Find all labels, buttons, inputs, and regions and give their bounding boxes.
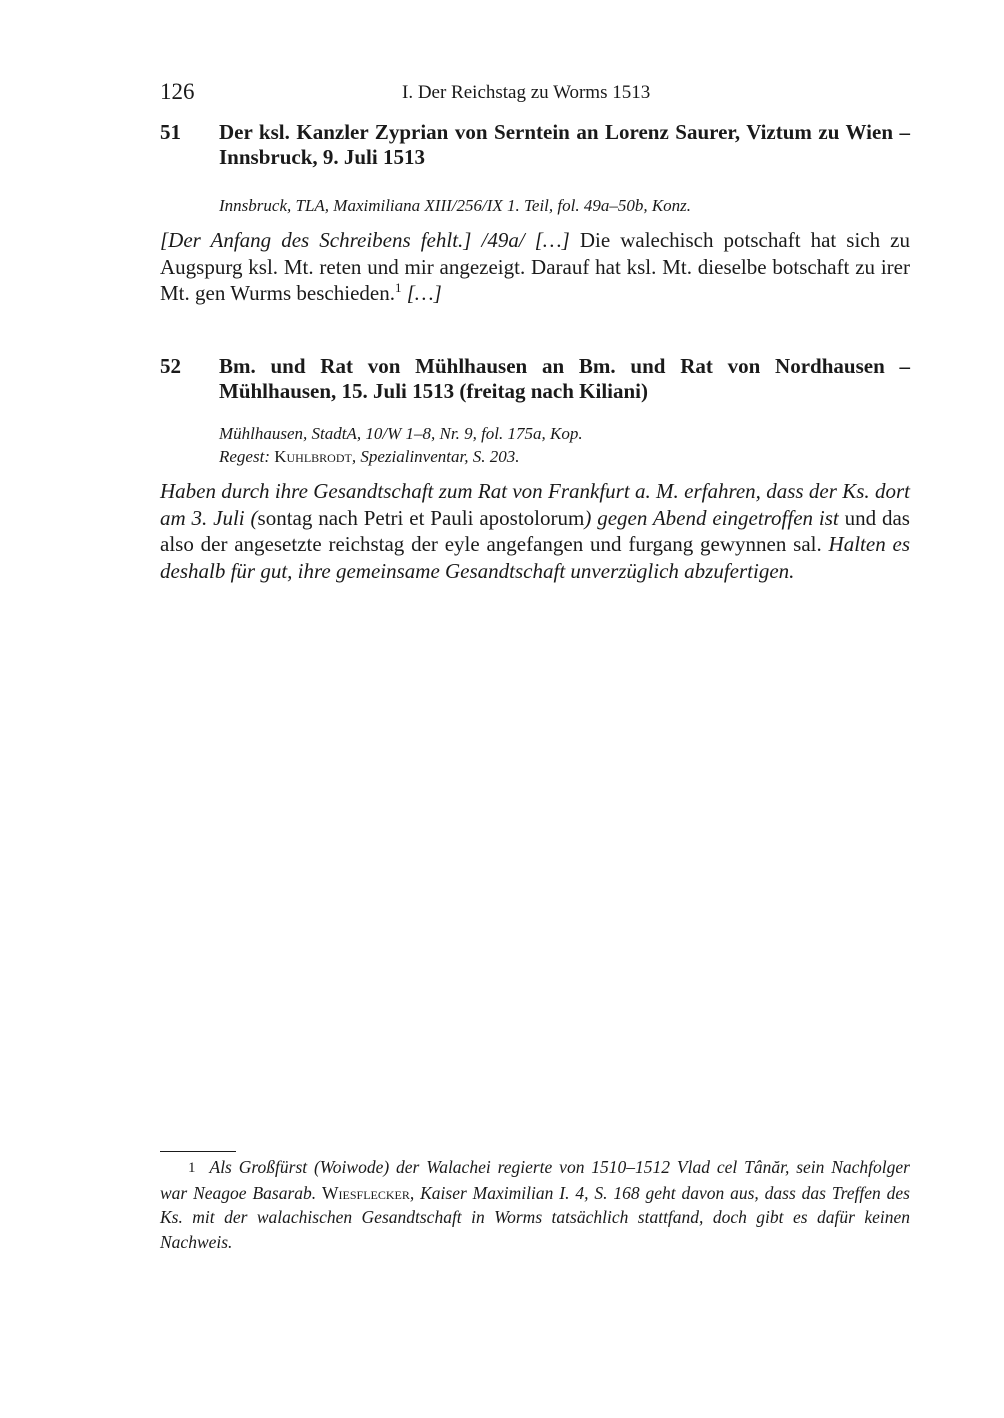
summary-text: Haben durch ihre Gesandtschaft zum Rat von Frankfurt a. M. erfahren, dass der Ks. dort am 3. Juli ( [160,479,910,530]
document-body [160,227,910,307]
summary-text: Halten es deshalb für gut, ihre gemeinsame Gesandtschaft unverzüglich abzufertigen. [160,532,910,583]
footnote-text: , Kaiser Maximilian I. 4, S. 168 geht davon aus, dass das Treffen des Ks. mit der walachischen Gesandtschaft in Worms tatsächlich stattfand, doch gibt es dafür keinen Nachweis. [160,1182,910,1252]
source-reference: Mühlhausen, StadtA, 10/W 1–8, Nr. 9, fol. 175a, Kop. [219,424,583,443]
regest-reference [219,445,910,468]
document-number: 52 [160,354,181,378]
footnote-number: 1 [188,1160,196,1176]
document-heading [160,120,910,170]
source-block [219,422,910,468]
document-title: Der ksl. Kanzler Zyprian von Serntein an Lorenz Saurer, Viztum zu Wien – Innsbruck, 9. Juli 1513 [219,120,910,169]
regest-work: , Spezialinventar, S. 203. [351,447,520,466]
quoted-text: und das also der angesetzte reichstag der eyle angefangen und furgang gewynnen sal. [160,505,910,556]
summary-text: ) gegen Abend eingetroffen ist [584,505,839,530]
running-head: I. Der Reichstag zu Worms 1513 [402,82,651,103]
page-number: 126 [160,79,195,104]
quoted-date: sontag nach Petri et Pauli apostolorum [257,505,585,530]
footnote-marker[interactable]: 1 [394,280,402,295]
document-title: Bm. und Rat von Mühlhausen an Bm. und Rat von Nordhausen – Mühlhausen, 15. Juli 1513 (freitag nach Kiliani) [219,354,910,403]
source-reference: Innsbruck, TLA, Maximiliana XIII/256/IX 1. Teil, fol. 49a–50b, Konz. [219,196,692,215]
footnote-author: Wiesflecker [322,1182,410,1203]
body-text: Die walechisch potschaft hat sich zu Augspurg ksl. Mt. reten und mir angezeigt. Darauf hat ksl. Mt. dieselbe botschaft zu irer Mt. gen Wurms beschieden. [160,228,911,305]
document-body [160,478,910,584]
document-51 [160,120,910,328]
regest-author: Kuhlbrodt [274,447,352,466]
footnote [160,1155,910,1254]
document-heading [160,354,910,404]
footnote-rule [160,1151,236,1152]
regest-label: Regest: [219,447,270,466]
editorial-note: [Der Anfang des Schreibens fehlt.] /49a/ […] [160,228,570,252]
footnote-text: Als Großfürst (Woiwode) der Walachei regierte von 1510–1512 Vlad cel Tânăr, sein Nachfolger war Neagoe Basarab. [160,1157,910,1203]
document-52 [160,354,910,605]
document-number: 51 [160,120,181,144]
ellipsis-note: […] [401,281,442,305]
